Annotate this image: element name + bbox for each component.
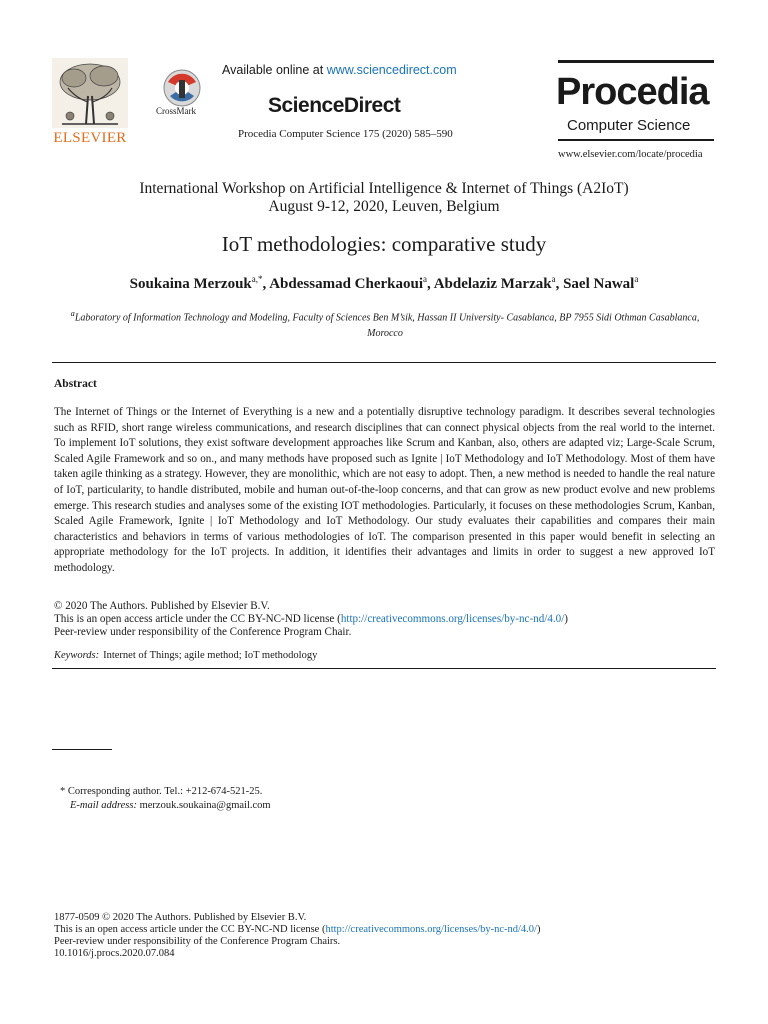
available-online-line	[222, 63, 457, 77]
author-name: Abdelaziz Marzak	[433, 276, 552, 292]
bottom-license-suffix: )	[536, 924, 541, 935]
available-prefix: Available online at	[222, 63, 327, 77]
paper-title: IoT methodologies: comparative study	[221, 232, 547, 256]
bottom-peer-review: Peer-review under responsibility of the Conference Program Chairs.	[54, 936, 341, 947]
footnote	[60, 785, 271, 813]
keywords-label: Keywords:	[54, 650, 100, 661]
bottom-license-prefix: This is an open access article under the CC BY-NC-ND license (	[54, 924, 326, 935]
author-affiliation-sup: a	[423, 274, 427, 284]
procedia-subtitle: Computer Science	[567, 117, 691, 134]
author-affiliation-sup: a	[634, 274, 639, 284]
sciencedirect-wordmark: ScienceDirect	[268, 94, 401, 117]
procedia-top-rule	[558, 60, 714, 63]
abstract-bottom-rule	[52, 668, 716, 669]
publication-info	[54, 912, 540, 960]
journal-reference: Procedia Computer Science 175 (2020) 585–590	[238, 128, 453, 140]
procedia-bottom-rule	[558, 139, 714, 141]
keywords	[54, 650, 317, 661]
author-name: Abdessamad Cherkaoui	[269, 276, 423, 292]
abstract-text: The Internet of Things or the Internet of Everything is a new and a potentially disruptive technology paradigm. It describes several technologies such as RFID, short range wireless communications, and research disciplines that can connect physical objects from the real world to the internet. To implement IoT solutions, they exist software development approaches like Scrum and Kanban, also, others are adapted viz; Large-Scale Scrum, Scaled Agile Framework and so on., and many methods have proposed such as Ignite | IoT Methodology and IoT Methodology. Most of them have taken agile thinking as a strategy. However, they are monolithic, which are not easy to adopt. Then, a new method is needed to handle the real nature of IoT, particularity, to handle distributed, mobile and human out-of-the-loop concerns, and that can grow as new product evolve and new problems emerge. This research studies and analyses some of the existing IOT methodologies. Particularly, it focuses on these methodologies Scrum, Kanban, Scaled Agile Framework, Ignite | IoT Methodology and IoT Methodology. Our study evaluates their capabilities and compares their main characteristics and behaviors in terms of various methodologies of IoT. The comparison presented in this paper would benefit in selecting an appropriate methodology for the IoT projects. In addition, it identifies their advantages and limits in order to suggest a new approved IoT methodology.	[54, 406, 715, 574]
bottom-license-link[interactable]: http://creativecommons.org/licenses/by-nc-nd/4.0/	[325, 924, 537, 935]
author-affiliation-sup: a,*	[251, 274, 263, 284]
license-suffix: )	[564, 613, 568, 625]
corresponding-author: * Corresponding author. Tel.: +212-674-521-25.	[60, 786, 263, 797]
bottom-license-line	[54, 924, 540, 936]
affiliation	[60, 306, 710, 342]
procedia-url[interactable]: www.elsevier.com/locate/procedia	[558, 149, 703, 160]
copyright-line: © 2020 The Authors. Published by Elsevier B.V.	[54, 600, 270, 612]
email-label: E-mail address:	[70, 800, 137, 811]
crossmark-label: CrossMark	[156, 106, 196, 116]
issn-line: 1877-0509 © 2020 The Authors. Published by Elsevier B.V.	[54, 912, 307, 923]
author-list	[0, 274, 768, 293]
conference-name: International Workshop on Artificial Intelligence & Internet of Things (A2IoT)	[139, 180, 629, 197]
license-prefix: This is an open access article under the CC BY-NC-ND license (	[54, 613, 341, 625]
keywords-text: Internet of Things; agile method; IoT methodology	[103, 650, 318, 661]
affiliation-text: Laboratory of Information Technology and Modeling, Faculty of Sciences Ben M’sik, Hassan II University- Casablanca, BP 7955 Sidi Othman Casablanca, Morocco	[74, 312, 700, 340]
affiliation-sup: a	[70, 309, 75, 318]
author-affiliation-sup: a	[551, 274, 556, 284]
author-separator: ,	[555, 276, 564, 292]
conference-info	[0, 180, 768, 216]
sciencedirect-link[interactable]: www.sciencedirect.com	[326, 63, 457, 77]
author-name: Soukaina Merzouk	[129, 276, 252, 292]
author-separator: ,	[262, 276, 270, 292]
copyright-block	[54, 600, 715, 639]
doi[interactable]: 10.1016/j.procs.2020.07.084	[54, 948, 175, 959]
author-separator: ,	[427, 276, 434, 292]
license-link[interactable]: http://creativecommons.org/licenses/by-nc-nd/4.0/	[340, 613, 565, 625]
peer-review-line: Peer-review under responsibility of the Conference Program Chair.	[54, 626, 352, 638]
email-line	[60, 799, 271, 813]
author-name: Sael Nawal	[563, 276, 635, 292]
abstract-top-rule	[52, 362, 716, 363]
conference-date-location: August 9-12, 2020, Leuven, Belgium	[268, 198, 500, 215]
procedia-title: Procedia	[556, 71, 709, 113]
abstract-heading: Abstract	[54, 378, 97, 390]
license-line	[54, 613, 715, 626]
footnote-rule	[52, 749, 112, 750]
email-address[interactable]: merzouk.soukaina@gmail.com	[139, 800, 271, 811]
elsevier-wordmark: ELSEVIER	[53, 130, 127, 146]
